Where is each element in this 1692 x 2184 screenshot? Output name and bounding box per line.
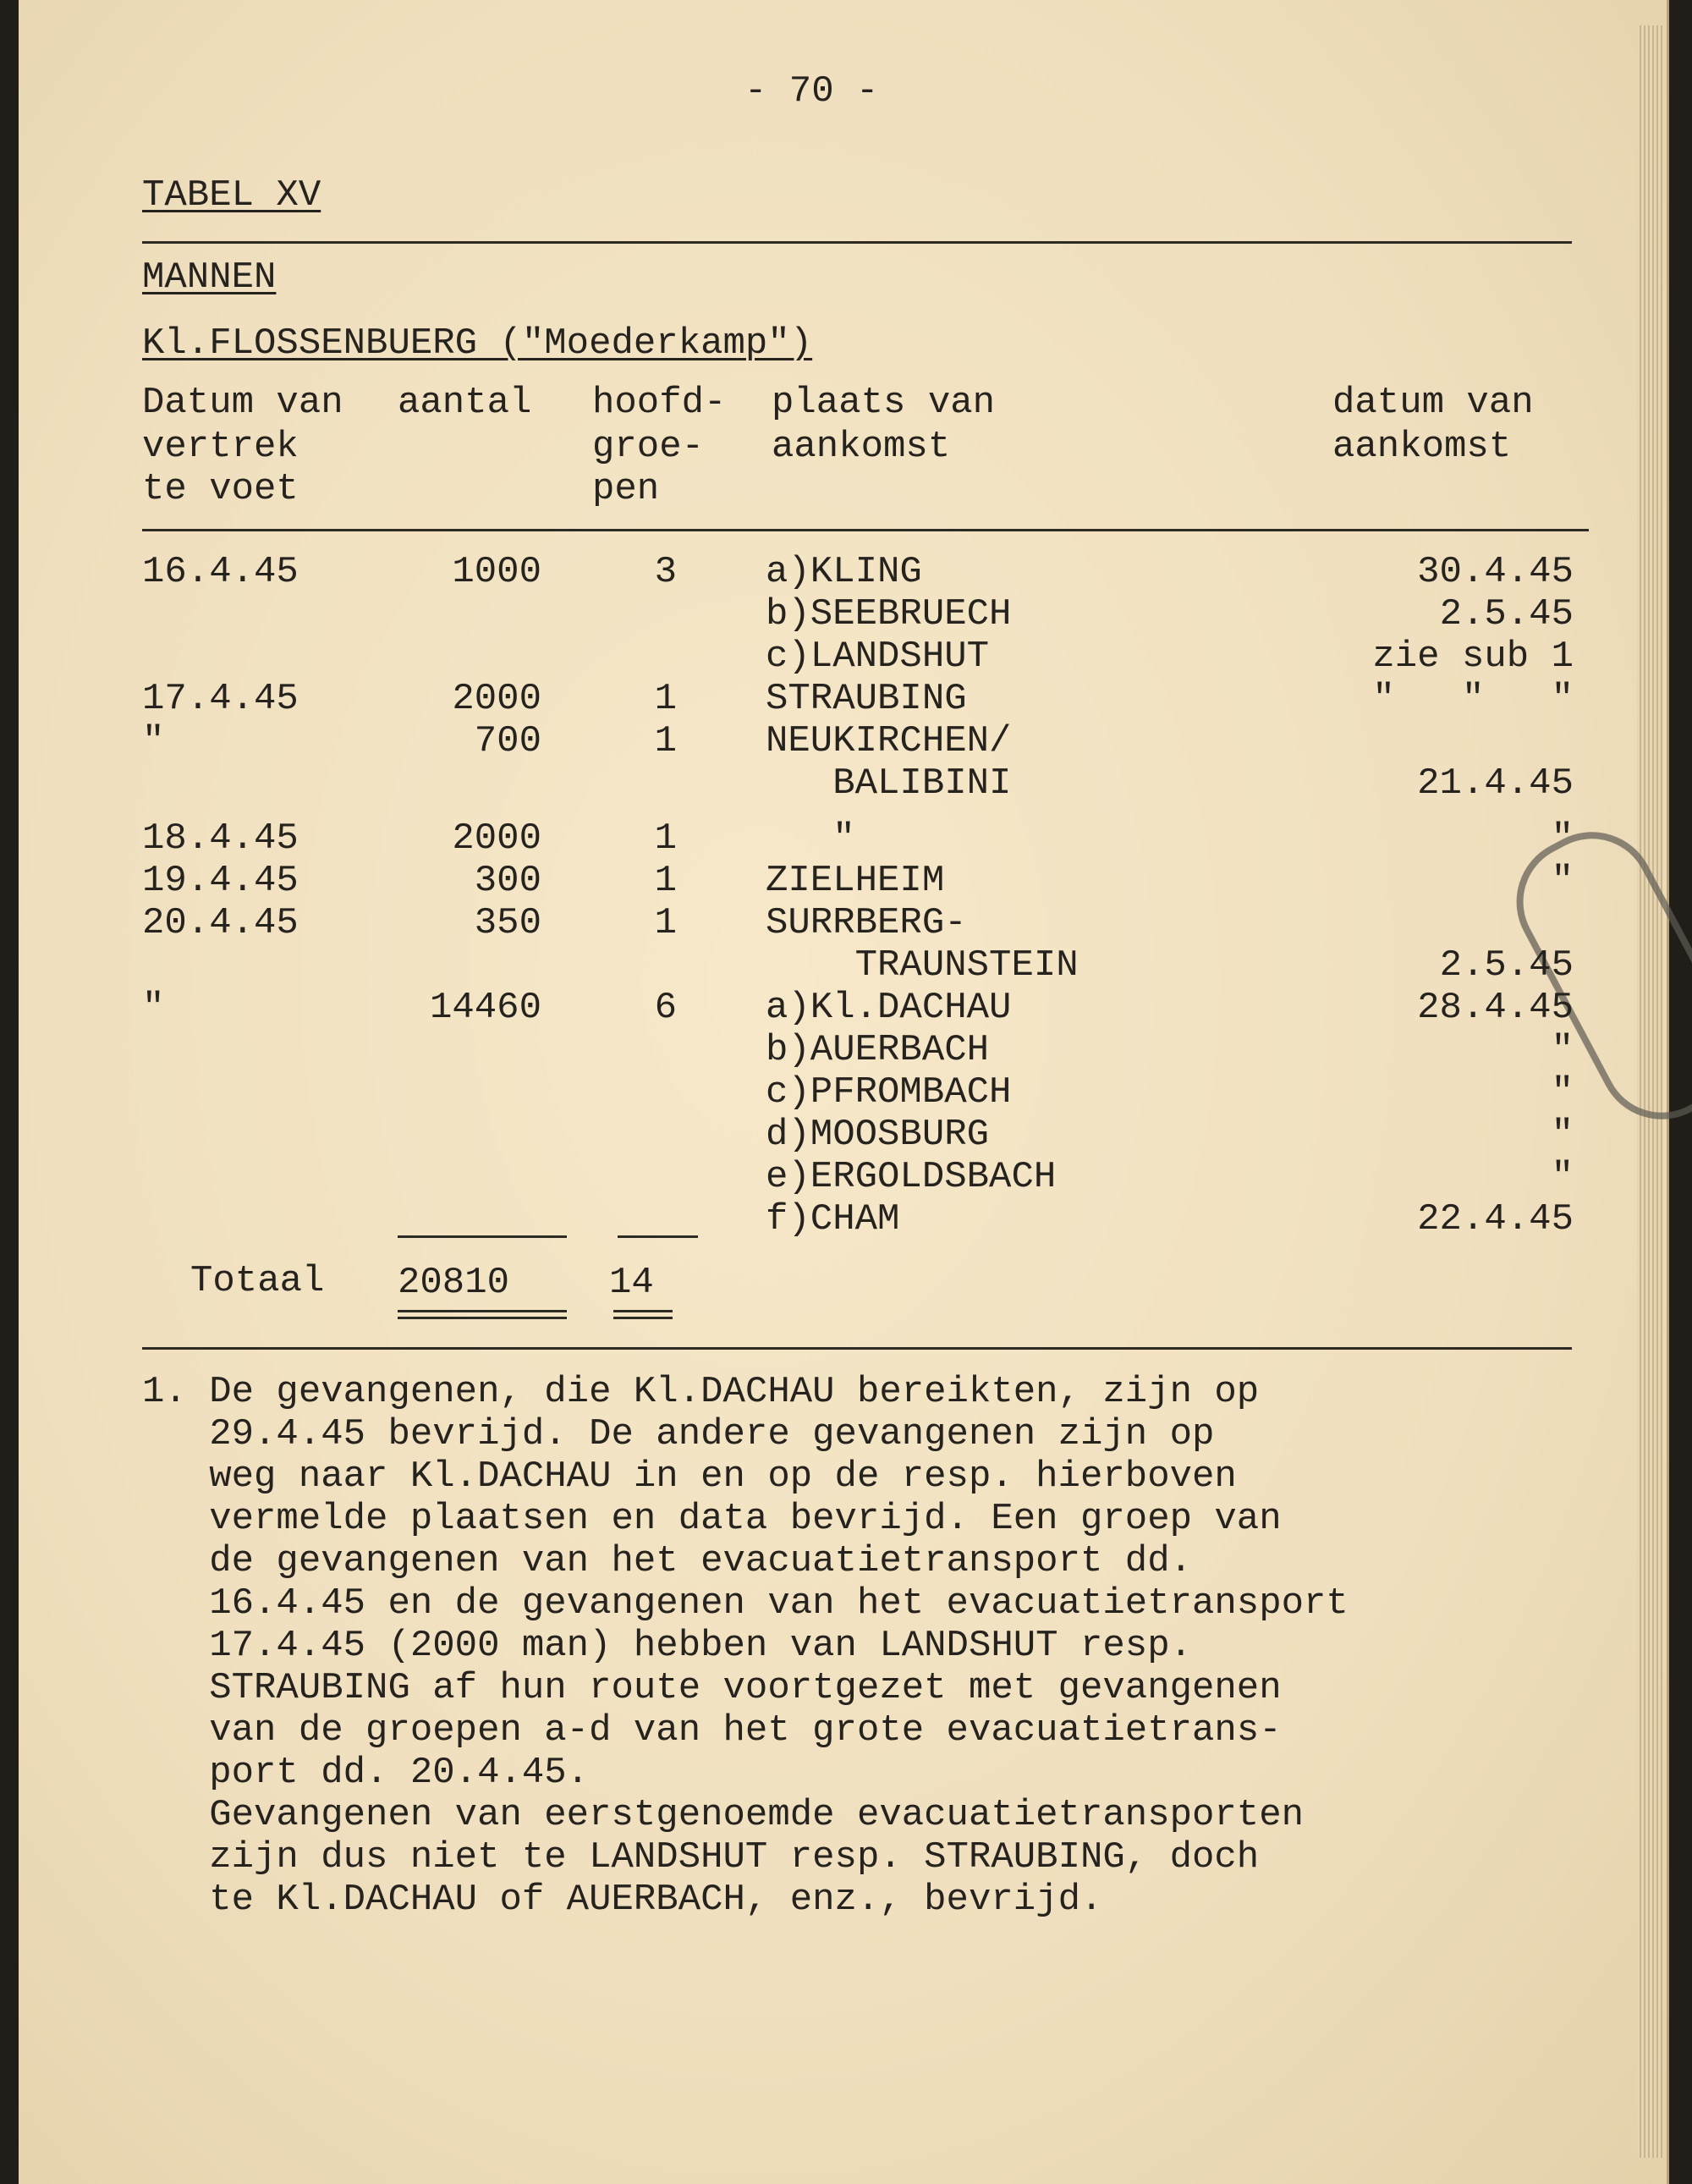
header-col-date-3: te voet [142,468,299,510]
header-col-count: aantal [398,382,532,424]
groups-double-rule-1 [613,1310,673,1312]
footnote-rule [142,1347,1572,1350]
cell-place: NEUKIRCHEN/ [766,720,1012,762]
cell-departure-date: " [142,987,165,1029]
cell-arrival-date: " [1551,817,1574,860]
cell-arrival-date: 30.4.45 [1417,551,1574,593]
group-label: MANNEN [142,256,277,299]
cell-place: STRAUBING [766,678,967,720]
cell-count: 2000 [452,678,541,720]
footnote-line: 29.4.45 bevrijd. De andere gevangenen zijn op [142,1413,1215,1455]
page-number: - 70 - [744,70,879,113]
cell-place: e)ERGOLDSBACH [766,1156,1057,1198]
footnote-line: STRAUBING af hun route voortgezet met gevangenen [142,1667,1282,1709]
cell-departure-date: 19.4.45 [142,860,299,902]
cell-groups: 1 [654,902,677,944]
cell-count: 300 [474,860,541,902]
footnote-line: Gevangenen van eerstgenoemde evacuatietransporten [142,1794,1305,1836]
cell-place: SURRBERG- [766,902,967,944]
count-double-rule-2 [398,1317,567,1319]
top-rule [142,241,1572,244]
cell-place: ZIELHEIM [766,860,945,902]
header-col-date-2: vertrek [142,426,299,468]
cell-count: 350 [474,902,541,944]
cell-arrival-date: " [1551,860,1574,902]
cell-place: c)LANDSHUT [766,635,990,678]
header-col-arrival-1: datum van [1332,382,1534,424]
header-col-date-1: Datum van [142,382,343,424]
cell-place: b)AUERBACH [766,1029,990,1071]
cell-groups: 1 [654,678,677,720]
cell-groups: 1 [654,817,677,860]
footnote-line: port dd. 20.4.45. [142,1752,590,1794]
cell-groups: 1 [654,720,677,762]
total-count: 20810 [398,1262,510,1304]
cell-place: BALIBINI [766,762,1012,805]
cell-place: a)KLING [766,551,922,593]
cell-place: c)PFROMBACH [766,1071,1012,1114]
count-double-rule-1 [398,1310,567,1312]
header-col-groups-3: pen [592,468,660,510]
footnote-line: zijn dus niet te LANDSHUT resp. STRAUBING, doch [142,1836,1260,1879]
cell-arrival-date: " [1551,1071,1574,1114]
cell-groups: 3 [654,551,677,593]
camp-label: Kl.FLOSSENBUERG ("Moederkamp") [142,322,813,365]
cell-place: TRAUNSTEIN [766,944,1079,987]
count-sum-rule [398,1235,567,1238]
header-col-groups-2: groe- [592,426,705,468]
footnote-line: vermelde plaatsen en data bevrijd. Een groep van [142,1498,1282,1540]
cell-arrival-date: 2.5.45 [1439,944,1574,987]
header-col-place-1: plaats van [772,382,996,424]
cell-departure-date: 20.4.45 [142,902,299,944]
footnote-line: te Kl.DACHAU of AUERBACH, enz., bevrijd. [142,1879,1103,1921]
cell-arrival-date: " [1551,1029,1574,1071]
cell-groups: 1 [654,860,677,902]
footnote-line: 16.4.45 en de gevangenen van het evacuatietransport [142,1582,1349,1625]
cell-place: " [766,817,855,860]
cell-groups: 6 [654,987,677,1029]
table-label: TABEL XV [142,174,321,217]
cell-place: b)SEEBRUECH [766,593,1012,635]
cell-place: a)Kl.DACHAU [766,987,1012,1029]
total-label: Totaal [190,1260,325,1302]
cell-arrival-date: zie sub 1 [1372,635,1574,678]
total-groups: 14 [609,1262,654,1304]
header-col-groups-1: hoofd- [592,382,727,424]
cell-arrival-date: 22.4.45 [1417,1198,1574,1241]
cell-count: 14460 [429,987,541,1029]
cell-arrival-date: 21.4.45 [1417,762,1574,805]
footnote-line: weg naar Kl.DACHAU in en op de resp. hierboven [142,1455,1237,1498]
groups-double-rule-2 [613,1317,673,1319]
footnote-line: de gevangenen van het evacuatietransport dd. [142,1540,1193,1582]
cell-arrival-date: " [1551,1156,1574,1198]
cell-departure-date: " [142,720,165,762]
cell-departure-date: 16.4.45 [142,551,299,593]
cell-arrival-date: " [1551,1114,1574,1156]
cell-departure-date: 17.4.45 [142,678,299,720]
cell-count: 2000 [452,817,541,860]
cell-departure-date: 18.4.45 [142,817,299,860]
header-rule [142,529,1589,531]
footnote-line: 1. De gevangenen, die Kl.DACHAU bereikten, zijn op [142,1371,1260,1413]
header-col-place-2: aankomst [772,426,951,468]
cell-place: d)MOOSBURG [766,1114,990,1156]
header-col-arrival-2: aankomst [1332,426,1512,468]
cell-arrival-date: 28.4.45 [1417,987,1574,1029]
cell-count: 1000 [452,551,541,593]
cell-count: 700 [474,720,541,762]
groups-sum-rule [618,1235,698,1238]
cell-place: f)CHAM [766,1198,900,1241]
footnote-line: van de groepen a-d van het grote evacuatietrans- [142,1709,1282,1752]
footnote-line: 17.4.45 (2000 man) hebben van LANDSHUT resp. [142,1625,1193,1667]
cell-arrival-date: " " " [1372,678,1574,720]
cell-arrival-date: 2.5.45 [1439,593,1574,635]
